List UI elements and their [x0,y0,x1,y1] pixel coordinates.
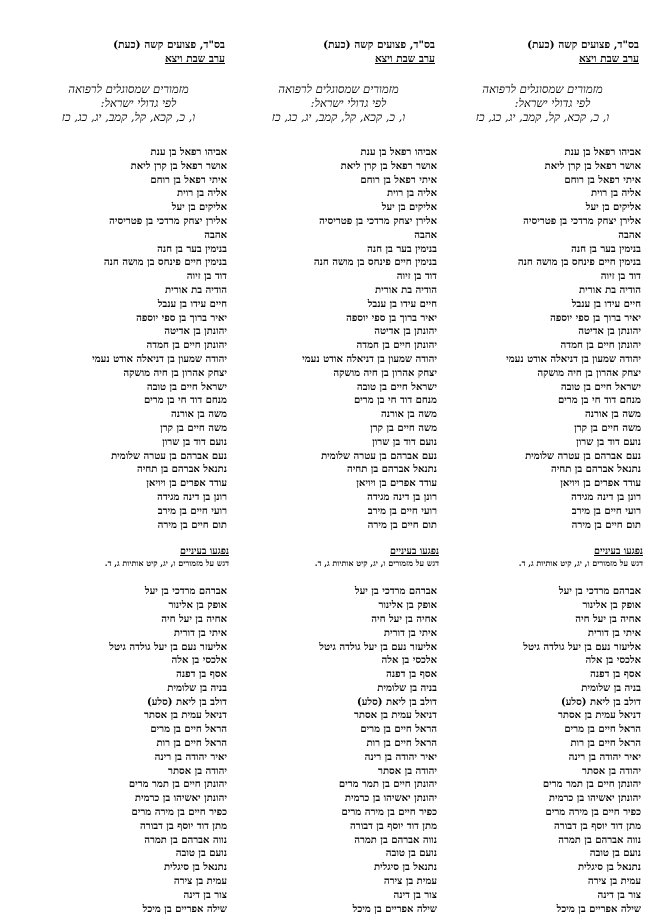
list-item: אסף בן דפנה [386,669,437,681]
list-item: יהונתן חיים בן חמדה [146,340,227,352]
list-item: נועם דוד בן שרון [372,436,437,448]
intro-block [440,82,645,124]
list-item: הודיה בת אורית [375,284,437,296]
list-item: יצחק אהרון בן חיה מושקה [537,367,641,379]
list-item: משה בן אורנה [171,409,227,421]
list-item: יאיר ברוך בן ספי יוספה [346,312,437,324]
list-item: איתי רפאל בן רוחם [564,174,641,186]
list-item: דוד בן זיוה [396,271,437,283]
list-item: נתנאל אברהם בן תחיה [136,464,227,476]
list-item: עמית בן צירה [383,876,437,888]
list-item: מתן דוד יוסף בן דבורה [554,820,641,832]
copy-column-left [26,38,231,916]
list-item: נעם אברהם בן עטרה שלומית [525,450,641,462]
list-item: נווה אברהם בן תמרה [144,834,227,846]
intro-line-1: מזמורים שמסוגלים לרפואה [278,82,399,96]
list-item: מנחם דוד חי בן מרים [353,395,437,407]
list-item: יהונתן חיים בן חמדה [356,340,437,352]
list-item: כפיר חיים בן מירה מרים [341,807,437,819]
list-item: איתי בן דורית [173,627,227,639]
header-subtitle: ערב שבת ויצא [578,53,639,65]
list-item: בנימין חיים פינחס בן מושה חנה [517,257,641,269]
list-item: יצחק אהרון בן חיה מושקה [333,367,437,379]
list-item: יאיר יהודה בן רינה [154,751,227,763]
list-item: אסף בן דפנה [176,669,227,681]
intro-line-2: לפי גדולי ישראל: [514,96,591,110]
list-item: אברהם מרדכי בן יעל [144,586,227,598]
section-title-eyes: נפגעו בעיניים [180,546,229,558]
list-item: נתנאל בן סיגלית [163,862,227,874]
header-subtitle: ערב שבת ויצא [374,53,435,65]
list-item: אברהם מרדכי בן יעל [354,586,437,598]
list-item: אביהו רפאל בן ענת [150,147,227,158]
list-item: מתן דוד יוסף בן דבורה [140,820,227,832]
list-item: יאיר ברוך בן ספי יוספה [136,312,227,324]
copy-column-middle [236,38,441,916]
list-item: ישראל חיים בן טובה [356,381,437,393]
intro-block [26,82,231,124]
list-item: משה בן אורנה [381,409,437,421]
list-item: אופק בן אלינור [378,600,437,612]
list-item: אליעזר נעם בן יעל גולדה גיטל [319,641,437,653]
list-item: חיים עידו בן ענבל [571,298,641,310]
list-item: איתי רפאל בן רוחם [150,174,227,186]
list-item: בנימין בער בן חנה [367,243,437,255]
section-note-eyes: דגש על מזמורים ו, יג, קיט אותיות ג, ד. [314,558,439,569]
list-item: ישראל חיים בן טובה [146,381,227,393]
list-item: עודד אפרים בן ויויאן [146,478,227,490]
list-item: אחיה בן יעל חיה [371,613,437,625]
list-item: צור בן דינה [183,889,227,901]
list-item: נעם אברהם בן עטרה שלומית [111,450,227,462]
list-item: אסף בן דפנה [590,669,641,681]
header-subtitle: ערב שבת ויצא [164,53,225,65]
list-item: נועם דוד בן שרון [576,436,641,448]
list-item: עמית בן צירה [173,876,227,888]
list-item: יהונתן בן אדיטה [578,326,641,338]
section-note-eyes: דגש על מזמורים ו, יג, קיט אותיות ג, ד. [518,558,643,569]
list-item: אליעזר נעם בן יעל גולדה גיטל [109,641,227,653]
list-item: תום חיים בן מירה [367,519,437,531]
list-item: נתנאל בן סיגלית [373,862,437,874]
section-title-eyes: נפגעו בעיניים [390,546,439,558]
list-item: יהונתן בן אדיטה [374,326,437,338]
list-item: הודיה בת אורית [579,284,641,296]
list-item: אלירן יצחק מרדכי בן פטריסיה [319,215,437,227]
list-item: נועם בן טובה [589,848,641,860]
list-item: יהונתן חיים בן תמר מרים [338,779,437,791]
list-item: יהודה שמעון בן דניאלה אודט נעמי [506,353,641,365]
list-item: נתנאל אברהם בן תחיה [550,464,641,476]
list-item: אליקים בן יעל [171,202,227,214]
list-item: רועי חיים בן מירב [367,505,437,517]
list-item: יהונתן חיים בן תמר מרים [128,779,227,791]
list-item: אחיה בן יעל חיה [575,613,641,625]
list-item: אושר רפאל בן קרן ליאת [340,160,437,172]
list-item: הודיה בת אורית [165,284,227,296]
list-item: תום חיים בן מירה [571,519,641,531]
list-item: שילה אפריים בן מיכל [142,903,227,915]
list-item: מתן דוד יוסף בן דבורה [350,820,437,832]
intro-line-1: מזמורים שמסוגלים לרפואה [482,82,603,96]
list-item: עודד אפרים בן ויויאן [356,478,437,490]
list-item: אליה בן רוית [387,188,437,200]
list-item: אהבה [414,229,437,241]
list-item: צור בן דינה [597,889,641,901]
list-item: יהודה בן אסתר [168,765,227,777]
list-item: נווה אברהם בן תמרה [354,834,437,846]
list-item: יהונתן חיים בן תמר מרים [542,779,641,791]
list-item: משה חיים בן קרן [160,422,227,434]
list-item: בניה בן שלומית [581,682,641,694]
list-item: אביהו רפאל בן ענת [564,147,641,158]
list-item: משה חיים בן קרן [574,422,641,434]
names-list-main [440,146,645,532]
list-item: בנימין בער בן חנה [157,243,227,255]
list-item: דולב בן ליאת (סלע) [357,696,437,708]
names-list-main [26,146,231,532]
intro-line-1: מזמורים שמסוגלים לרפואה [68,82,189,96]
list-item: הראל חיים בן מרים [150,724,227,736]
list-item: אושר רפאל בן קרן ליאת [130,160,227,172]
list-item: אופק בן אלינור [168,600,227,612]
names-list-eyes [440,585,645,916]
list-item: אליה בן רוית [591,188,641,200]
list-item: הראל חיים בן רות [366,738,437,750]
list-item: רונן בן דינה מגידה [571,491,641,503]
list-item: ישראל חיים בן טובה [560,381,641,393]
list-item: אליעזר נעם בן יעל גולדה גיטל [523,641,641,653]
section-title-eyes: נפגעו בעיניים [594,546,643,558]
list-item: אביהו רפאל בן ענת [360,147,437,158]
intro-block [236,82,441,124]
list-item: נועם בן טובה [385,848,437,860]
list-item: אהבה [204,229,227,241]
names-list-eyes [236,585,441,916]
intro-line-2: לפי גדולי ישראל: [100,96,177,110]
list-item: רועי חיים בן מירב [157,505,227,517]
list-item: אהבה [618,229,641,241]
list-item: יצחק אהרון בן חיה מושקה [123,367,227,379]
list-item: יהודה שמעון בן דניאלה אודט נעמי [92,353,227,365]
list-item: מנחם דוד חי בן מרים [557,395,641,407]
list-item: דניאל עמית בן אסתר [353,710,437,722]
copy-column-right [440,38,645,916]
list-item: יהונתן יאשיהו בן כרמית [548,793,641,805]
list-item: יאיר יהודה בן רינה [568,751,641,763]
list-item: אלכסי בן אלה [381,655,437,667]
list-item: אופק בן אלינור [582,600,641,612]
intro-line-3: ו, כ, קכא, קל, קמב, יג, כג, כז [475,110,610,124]
list-item: נתנאל אברהם בן תחיה [346,464,437,476]
list-item: בניה בן שלומית [167,682,227,694]
list-item: בנימין חיים פינחס בן מושה חנה [103,257,227,269]
list-item: חיים עידו בן ענבל [367,298,437,310]
list-item: בנימין חיים פינחס בן מושה חנה [313,257,437,269]
names-list-main [236,146,441,532]
list-item: דניאל עמית בן אסתר [143,710,227,722]
list-item: נעם אברהם בן עטרה שלומית [321,450,437,462]
list-item: בנימין בער בן חנה [571,243,641,255]
header-title: בס"ד, פצועים קשה (כעת) [527,39,639,51]
list-item: אלכסי בן אלה [585,655,641,667]
list-item: דולב בן ליאת (סלע) [561,696,641,708]
list-item: איתי בן דורית [383,627,437,639]
list-item: משה חיים בן קרן [370,422,437,434]
list-item: יאיר יהודה בן רינה [364,751,437,763]
list-item: אליקים בן יעל [381,202,437,214]
list-item: נווה אברהם בן תמרה [558,834,641,846]
list-item: אושר רפאל בן קרן ליאת [544,160,641,172]
list-item: אלירן יצחק מרדכי בן פטריסיה [523,215,641,227]
list-item: שילה אפריים בן מיכל [556,903,641,915]
list-item: שילה אפריים בן מיכל [352,903,437,915]
list-item: איתי רפאל בן רוחם [360,174,437,186]
list-item: יהונתן יאשיהו בן כרמית [344,793,437,805]
list-item: משה בן אורנה [585,409,641,421]
list-item: יהודה שמעון בן דניאלה אודט נעמי [302,353,437,365]
list-item: איתי בן דורית [587,627,641,639]
list-item: אליה בן רוית [177,188,227,200]
list-item: יהונתן חיים בן חמדה [560,340,641,352]
intro-line-3: ו, כ, קכא, קל, קמב, יג, כג, כז [61,110,196,124]
list-item: חיים עידו בן ענבל [157,298,227,310]
list-item: הראל חיים בן רות [156,738,227,750]
list-item: דוד בן זיוה [186,271,227,283]
list-item: יהודה בן אסתר [582,765,641,777]
list-item: הראל חיים בן מרים [564,724,641,736]
list-item: מנחם דוד חי בן מרים [143,395,227,407]
list-item: יהודה בן אסתר [378,765,437,777]
header-title: בס"ד, פצועים קשה (כעת) [113,39,225,51]
intro-line-3: ו, כ, קכא, קל, קמב, יג, כג, כז [271,110,406,124]
list-item: רונן בן דינה מגידה [157,491,227,503]
intro-line-2: לפי גדולי ישראל: [310,96,387,110]
list-item: רועי חיים בן מירב [571,505,641,517]
list-item: תום חיים בן מירה [157,519,227,531]
list-item: יהונתן יאשיהו בן כרמית [134,793,227,805]
list-item: אלירן יצחק מרדכי בן פטריסיה [109,215,227,227]
list-item: הראל חיים בן מרים [360,724,437,736]
list-item: עודד אפרים בן ויויאן [560,478,641,490]
list-item: נתנאל בן סיגלית [577,862,641,874]
list-item: אחיה בן יעל חיה [161,613,227,625]
list-item: דולב בן ליאת (סלע) [147,696,227,708]
list-item: עמית בן צירה [587,876,641,888]
header-title: בס"ד, פצועים קשה (כעת) [323,39,435,51]
names-list-eyes [26,585,231,916]
list-item: נועם בן טובה [175,848,227,860]
list-item: כפיר חיים בן מירה מרים [545,807,641,819]
list-item: דניאל עמית בן אסתר [557,710,641,722]
list-item: דוד בן זיוה [600,271,641,283]
list-item: אברהם מרדכי בן יעל [558,586,641,598]
list-item: אלכסי בן אלה [171,655,227,667]
list-item: יאיר ברוך בן ספי יוספה [550,312,641,324]
list-item: יהונתן בן אדיטה [164,326,227,338]
section-note-eyes: דגש על מזמורים ו, יג, קיט אותיות ג, ד. [104,558,229,569]
list-item: נועם דוד בן שרון [162,436,227,448]
list-item: הראל חיים בן רות [570,738,641,750]
list-item: צור בן דינה [393,889,437,901]
list-item: רונן בן דינה מגידה [367,491,437,503]
list-item: בניה בן שלומית [377,682,437,694]
list-item: כפיר חיים בן מירה מרים [131,807,227,819]
list-item: אליקים בן יעל [585,202,641,214]
